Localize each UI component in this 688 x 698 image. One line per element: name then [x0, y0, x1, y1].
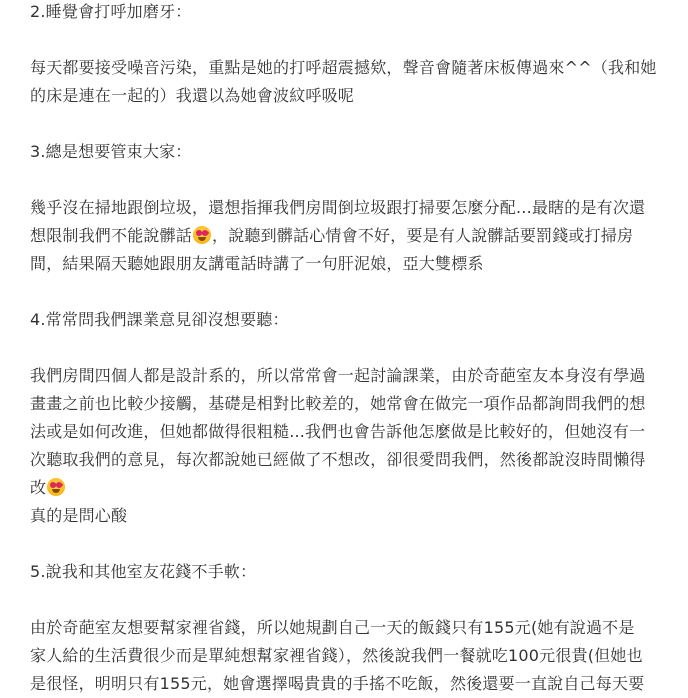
- paragraph-line: 畫畫之前也比較少接觸，基礎是相對比較差的，她常會在做完一項作品都詢問我們的想: [30, 394, 646, 413]
- paragraph-line-with-emoji: [30, 474, 650, 502]
- article-body: [30, 0, 657, 698]
- paragraph-text: ，說聽到髒話心情會不好，要是有人說髒話要罰錢或打掃房: [212, 226, 634, 245]
- paragraph-line: 次聽取我們的意見，每次都說她已經做了不想改，卻很愛問我們，然後都說沒時間懶得: [30, 450, 646, 469]
- paragraph-line: 的床是連在一起的）我還以為她會波紋呼吸呢: [30, 86, 355, 105]
- section-heading-2: 2.睡覺會打呼加磨牙：: [30, 2, 192, 21]
- paragraph-line: 家人給的生活費很少而是單純想幫家裡省錢），然後說我們一餐就吃100元很貴(但她也: [30, 646, 643, 665]
- heart-eyes-emoji-icon: [47, 478, 65, 496]
- paragraph-line: 間，結果隔天聽她跟朋友講電話時講了一句肝泥娘，亞大雙標系: [30, 254, 484, 273]
- paragraph-line: 法或是如何改進，但她都做得很粗糙...我們也會告訴他怎麼做是比較好的，但她沒有一: [30, 422, 646, 441]
- paragraph-text: 想限制我們不能說髒話: [30, 226, 193, 245]
- paragraph-line: 我們房間四個人都是設計系的，所以常常會一起討論課業，由於奇葩室友本身沒有學過: [30, 366, 646, 385]
- paragraph-line: 幾乎沒在掃地跟倒垃圾，還想指揮我們房間倒垃圾跟打掃要怎麼分配...最瞎的是有次還: [30, 198, 646, 217]
- paragraph-line-with-emoji: [30, 222, 650, 250]
- heart-eyes-emoji-icon: [193, 226, 211, 244]
- paragraph-line: 真的是問心酸: [30, 506, 128, 525]
- section-heading-5: 5.說我和其他室友花錢不手軟：: [30, 562, 257, 581]
- paragraph-line: 由於奇葩室友想要幫家裡省錢，所以她規劃自己一天的飯錢只有155元(她有說過不是: [30, 618, 635, 637]
- paragraph-line: 是很怪，明明只有155元，她會選擇喝貴貴的手搖不吃飯，然後還要一直說自己每天要: [30, 674, 645, 693]
- section-heading-3: 3.總是想要管束大家：: [30, 142, 192, 161]
- paragraph-line: 每天都要接受噪音污染，重點是她的打呼超震撼欸，聲音會隨著床板傳過來^^（我和她: [30, 58, 657, 77]
- paragraph-text: 改: [30, 478, 47, 497]
- section-heading-4: 4.常常問我們課業意見卻沒想要聽：: [30, 310, 289, 329]
